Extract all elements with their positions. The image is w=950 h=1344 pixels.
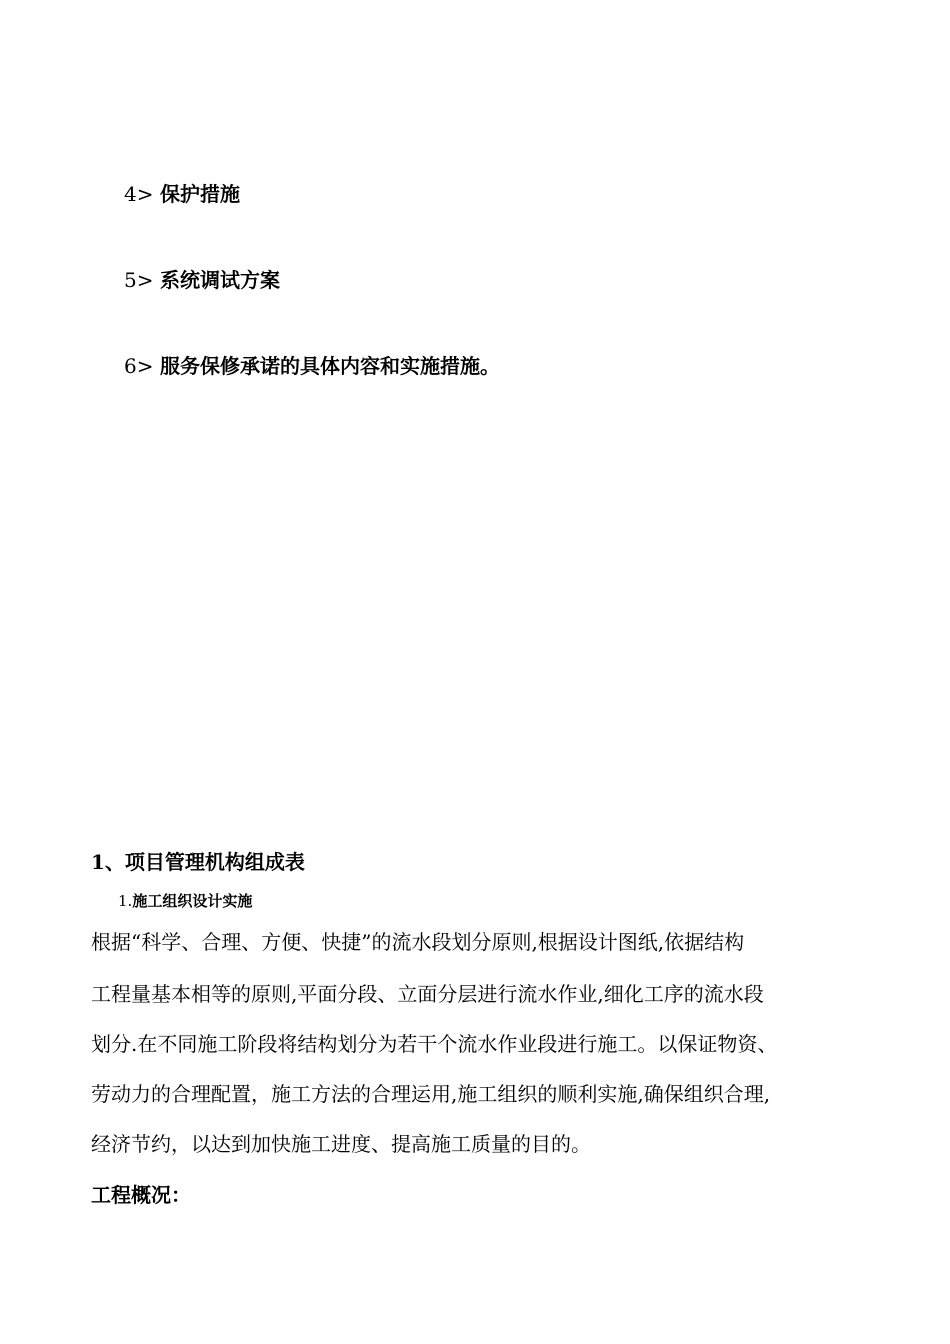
list-item-label: 系统调试方案 — [160, 268, 280, 292]
subsection-title — [118, 890, 252, 912]
section-title: 1、项目管理机构组成表 — [91, 850, 305, 874]
subsection-label: 施工组织设计实施 — [132, 892, 253, 910]
list-item-number: 6> — [124, 354, 154, 378]
list-item-number: 4> — [124, 182, 154, 206]
body-text-line: 经济节约，以达到加快施工进度、提高施工质量的目的。 — [91, 1132, 591, 1156]
body-text-line: 根据“科学、合理、方便、快捷”的流水段划分原则,根据设计图纸,依据结构 — [91, 930, 745, 954]
list-item-label: 保护措施 — [160, 182, 240, 206]
body-text-line: 劳动力的合理配置，施工方法的合理运用,施工组织的顺利实施,确保组织合理, — [91, 1082, 771, 1106]
subsection-number: 1. — [118, 892, 133, 910]
body-text-line: 划分.在不同施工阶段将结构划分为若干个流水作业段进行施工。以保证物资、 — [91, 1032, 778, 1056]
list-item-protection-measures — [124, 180, 240, 208]
body-text-line: 工程量基本相等的原则,平面分段、立面分层进行流水作业,细化工序的流水段 — [91, 982, 764, 1006]
list-item-number: 5> — [124, 268, 154, 292]
list-item-label: 服务保修承诺的具体内容和实施措施。 — [160, 354, 500, 378]
list-item-service-warranty — [124, 352, 500, 380]
list-item-system-debugging — [124, 266, 280, 294]
closing-heading: 工程概况： — [91, 1183, 191, 1207]
